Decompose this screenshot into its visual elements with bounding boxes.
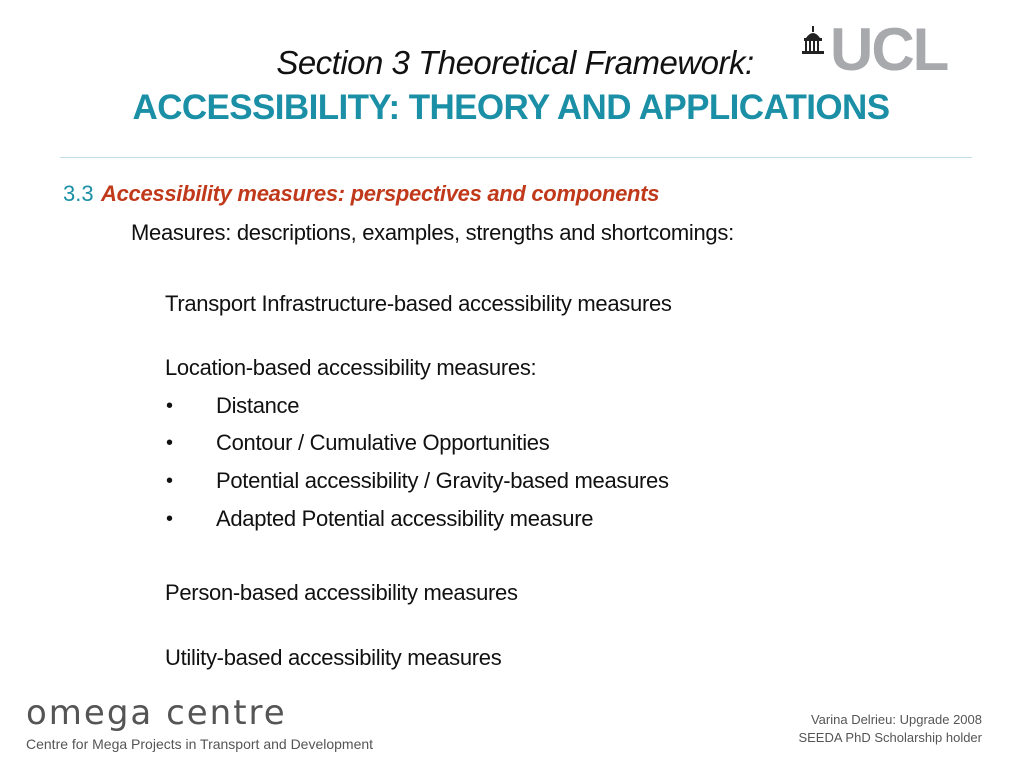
location-item-distance: Distance	[216, 393, 300, 418]
location-item-potential: Potential accessibility / Gravity-based measures	[216, 468, 669, 493]
footer-credit-line1: Varina Delrieu: Upgrade 2008	[810, 712, 982, 727]
slide-title-line2: ACCESSIBILITY: THEORY AND APPLICATIONS	[132, 88, 890, 127]
transport-measures-heading: Transport Infrastructure-based accessibility measures	[165, 291, 672, 316]
utility-measures-heading: Utility-based accessibility measures	[165, 645, 502, 670]
ucl-logo	[800, 16, 990, 83]
omega-centre-logo: omega centre	[26, 693, 287, 733]
bullet-marker: •	[166, 395, 174, 417]
omega-centre-tagline: Centre for Mega Projects in Transport and Development	[26, 736, 374, 752]
bullet-marker: •	[166, 470, 174, 492]
location-item-contour: Contour / Cumulative Opportunities	[216, 430, 550, 455]
section-title: Accessibility measures: perspectives and components	[101, 181, 660, 206]
bullet-marker: •	[166, 508, 174, 530]
location-measures-heading: Location-based accessibility measures:	[165, 355, 537, 380]
header-divider	[60, 157, 972, 158]
section-subtitle: Measures: descriptions, examples, strengths and shortcomings:	[131, 220, 734, 245]
person-measures-heading: Person-based accessibility measures	[165, 580, 518, 605]
footer-credit-line2: SEEDA PhD Scholarship holder	[798, 730, 982, 745]
ucl-logo-text: UCL	[830, 16, 948, 83]
portico-icon	[800, 26, 826, 66]
location-item-adapted: Adapted Potential accessibility measure	[216, 506, 594, 531]
bullet-marker: •	[166, 432, 174, 454]
section-number: 3.3	[63, 181, 94, 206]
slide-title-line1: Section 3 Theoretical Framework:	[276, 44, 754, 81]
